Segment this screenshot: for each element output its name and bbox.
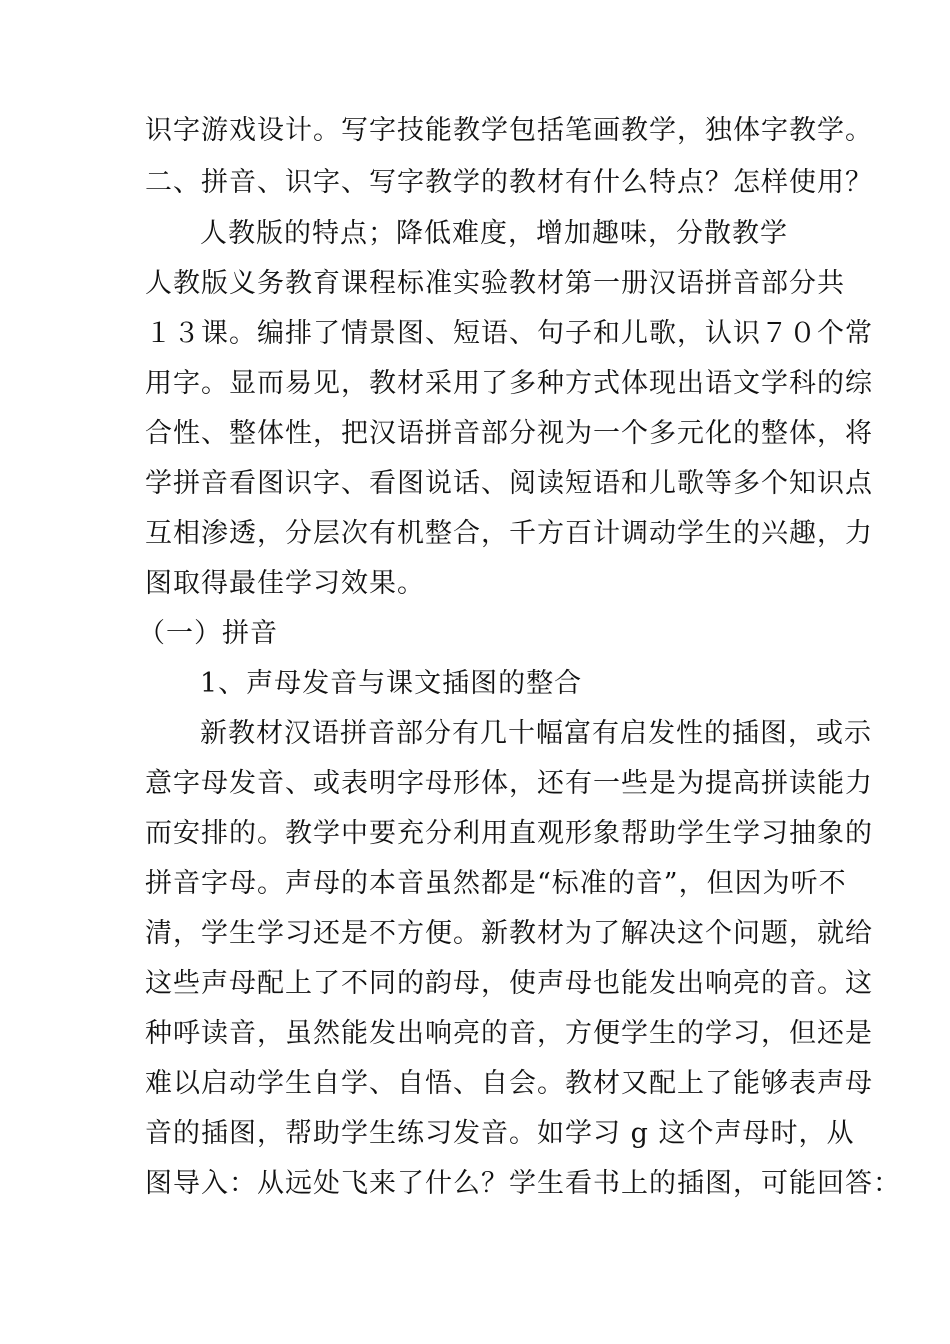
subsection-heading: （一）拼音 [138,618,278,649]
paragraph-line: 音的插图，帮助学生练习发音。如学习 g 这个声母时，从 [145,1118,855,1149]
paragraph-line: 人教版义务教育课程标准实验教材第一册汉语拼音部分共 [145,268,845,299]
item-heading: 1、声母发音与课文插图的整合 [200,668,583,699]
paragraph-line: 图导入：从远处飞来了什么？学生看书上的插图，可能回答： [145,1168,901,1199]
paragraph-line: 种呼读音，虽然能发出响亮的音，方便学生的学习，但还是 [145,1018,873,1049]
paragraph-line: 图取得最佳学习效果。 [145,568,425,599]
paragraph-line: 清，学生学习还是不方便。新教材为了解决这个问题，就给 [145,918,873,949]
paragraph-line: 拼音字母。声母的本音虽然都是“标准的音”，但因为听不 [145,868,847,899]
paragraph-line: 人教版的特点；降低难度，增加趣味，分散教学 [200,218,788,249]
paragraph-line: 用字。显而易见，教材采用了多种方式体现出语文学科的综 [145,368,873,399]
paragraph-line: 这些声母配上了不同的韵母，使声母也能发出响亮的音。这 [145,968,873,999]
paragraph-line: 而安排的。教学中要充分利用直观形象帮助学生学习抽象的 [145,818,873,849]
paragraph-line: 学拼音看图识字、看图说话、阅读短语和儿歌等多个知识点 [145,468,873,499]
paragraph-line: 新教材汉语拼音部分有几十幅富有启发性的插图，或示 [200,718,872,749]
paragraph-line: １３课。编排了情景图、短语、句子和儿歌，认识７０个常 [145,318,873,349]
paragraph-line: 合性、整体性，把汉语拼音部分视为一个多元化的整体，将 [145,418,873,449]
paragraph-line: 意字母发音、或表明字母形体，还有一些是为提高拼读能力 [145,768,873,799]
paragraph-line: 难以启动学生自学、自悟、自会。教材又配上了能够表声母 [145,1068,873,1099]
paragraph-line: 识字游戏设计。写字技能教学包括笔画教学，独体字教学。 [145,115,873,146]
section-heading: 二、拼音、识字、写字教学的教材有什么特点？怎样使用？ [145,167,873,198]
paragraph-line: 互相渗透，分层次有机整合，千方百计调动学生的兴趣，力 [145,518,873,549]
